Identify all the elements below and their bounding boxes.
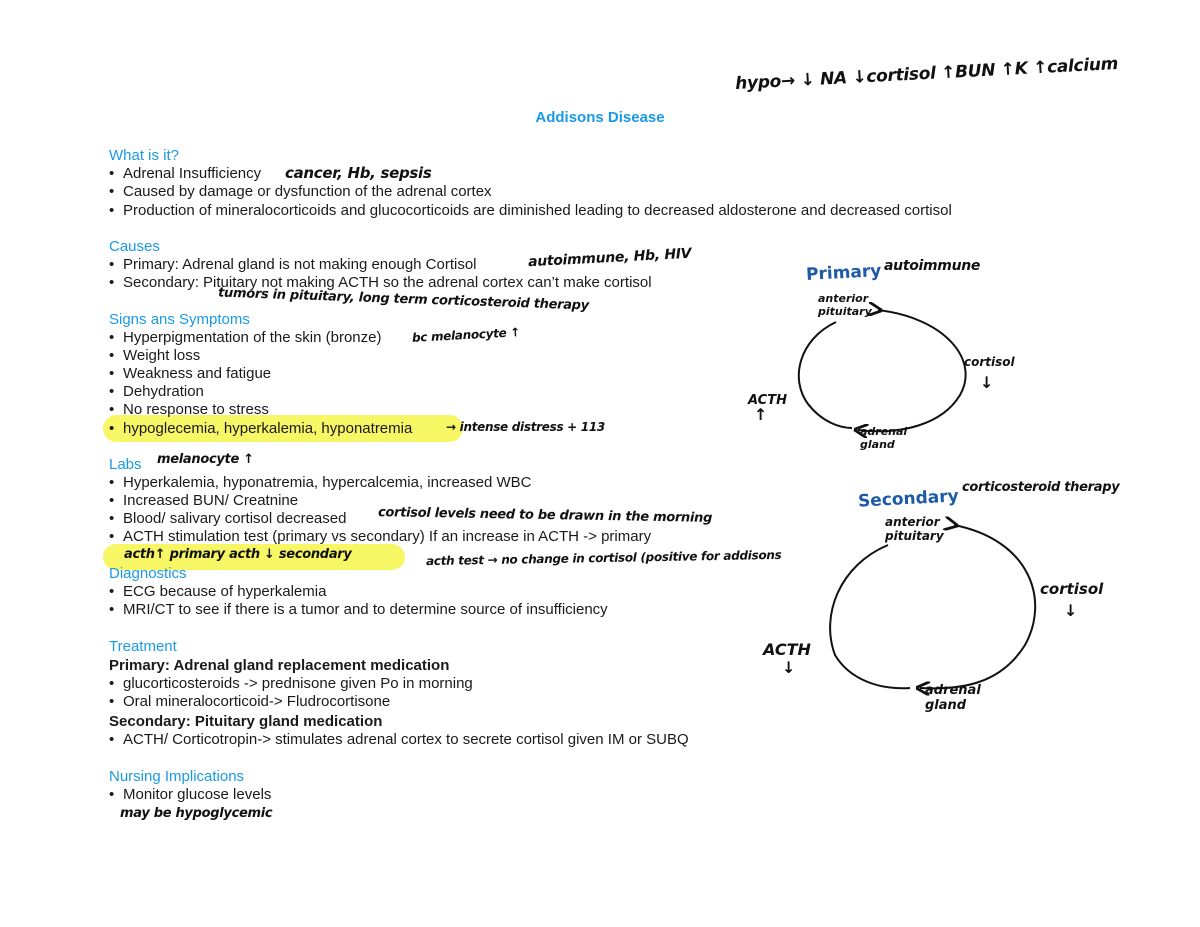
section-heading-signs: Signs ans Symptoms	[109, 311, 250, 328]
section-heading-causes: Causes	[109, 238, 160, 255]
list-item: • ECG because of hyperkalemia	[109, 583, 327, 600]
diagram-secondary-left: ACTH	[763, 640, 811, 659]
secondary-loop-right-arc	[920, 525, 1035, 688]
list-item: • Dehydration	[109, 383, 204, 400]
handwritten-note-signs-2: → intense distress + 113	[446, 420, 605, 434]
diagram-secondary-label: Secondary	[857, 486, 960, 512]
list-item: • MRI/CT to see if there is a tumor and to determine source of insufficiency	[109, 601, 608, 618]
diagram-primary-top: anterior pituitary	[818, 292, 872, 318]
list-item: • Increased BUN/ Creatnine	[109, 492, 299, 509]
treatment-primary-heading: Primary: Adrenal gland replacement medication	[109, 657, 450, 674]
list-item: • No response to stress	[109, 401, 269, 418]
primary-loop-right-arc	[858, 310, 966, 431]
list-item: • Weight loss	[109, 347, 201, 364]
list-item: • Primary: Adrenal gland is not making enough Cortisol	[109, 256, 477, 273]
diagram-primary-left: ACTH	[748, 393, 787, 408]
list-item: • Oral mineralocorticoid-> Fludrocortisone	[109, 693, 391, 710]
diagram-primary-right-arrow: ↓	[980, 373, 994, 392]
list-item: • Blood/ salivary cortisol decreased	[109, 510, 347, 527]
handwritten-note-labs-1: cortisol levels need to be drawn in the morning	[377, 505, 713, 526]
page-title: Addisons Disease	[535, 109, 665, 126]
diagram-primary-left-arrow: ↑	[754, 405, 768, 424]
diagram-primary-label: Primary	[805, 261, 882, 285]
handwritten-note-labs-3: acth test → no change in cortisol (positive for addisons	[425, 547, 782, 569]
list-item: • Hyperkalemia, hyponatremia, hypercalcemia, increased WBC	[109, 474, 532, 491]
primary-loop-left-arc	[799, 322, 852, 428]
list-item: • Secondary: Pituitary not making ACTH so the adrenal cortex can’t make cortisol	[109, 274, 652, 291]
section-heading-diagnostics: Diagnostics	[109, 565, 187, 582]
diagram-secondary-note: corticosteroid therapy	[962, 480, 1120, 495]
handwritten-note-nursing: may be hypoglycemic	[120, 806, 273, 821]
handwritten-note-causes-1: autoimmune, Hb, HIV	[527, 245, 692, 271]
section-heading-treatment: Treatment	[109, 638, 177, 655]
diagram-secondary-right: cortisol	[1040, 580, 1104, 598]
list-item: • ACTH/ Corticotropin-> stimulates adrenal cortex to secrete cortisol given IM or SUBQ	[109, 731, 689, 748]
top-handwritten-note: hypo→ ↓ NA ↓cortisol ↑BUN ↑K ↑calcium	[734, 53, 1119, 95]
handwritten-note-what: cancer, Hb, sepsis	[285, 164, 432, 182]
list-item: • glucorticosteroids -> prednisone given Po in morning	[109, 675, 473, 692]
list-item: • Caused by damage or dysfunction of the adrenal cortex	[109, 183, 492, 200]
handwritten-note-causes-2: tumors in pituitary, long term corticosteroid therapy	[217, 285, 590, 314]
secondary-loop-left-arc	[830, 545, 910, 688]
diagram-secondary-left-arrow: ↓	[782, 658, 796, 677]
section-heading-nursing: Nursing Implications	[109, 768, 245, 785]
diagram-primary-note: autoimmune	[884, 258, 981, 274]
list-item: • hypoglecemia, hyperkalemia, hyponatremia	[109, 420, 413, 437]
diagram-primary-right: cortisol	[964, 355, 1015, 369]
treatment-secondary-heading: Secondary: Pituitary gland medication	[109, 713, 383, 730]
diagram-primary-bottom: adrenal gland	[860, 425, 908, 451]
list-item: • Monitor glucose levels	[109, 786, 272, 803]
handwritten-note-labs-2: acth↑ primary acth ↓ secondary	[124, 547, 352, 562]
list-item: • ACTH stimulation test (primary vs secondary) If an increase in ACTH -> primary	[109, 528, 652, 545]
list-item: • Hyperpigmentation of the skin (bronze)	[109, 329, 382, 346]
diagram-secondary-bottom: adrenal gland	[925, 683, 981, 713]
handwritten-note-signs-1: bc melanocyte ↑	[411, 325, 521, 345]
diagram-secondary-right-arrow: ↓	[1064, 601, 1078, 620]
section-heading-labs: Labs	[109, 456, 142, 473]
diagram-secondary-top: anterior pituitary	[885, 515, 944, 543]
handwritten-note-labs-heading: melanocyte ↑	[157, 452, 254, 467]
list-item: • Weakness and fatigue	[109, 365, 272, 382]
section-heading-what: What is it?	[109, 147, 180, 164]
list-item: • Adrenal Insufficiency	[109, 165, 262, 182]
list-item: • Production of mineralocorticoids and glucocorticoids are diminished leading to decreased aldosterone and decreased cortisol	[109, 202, 952, 219]
